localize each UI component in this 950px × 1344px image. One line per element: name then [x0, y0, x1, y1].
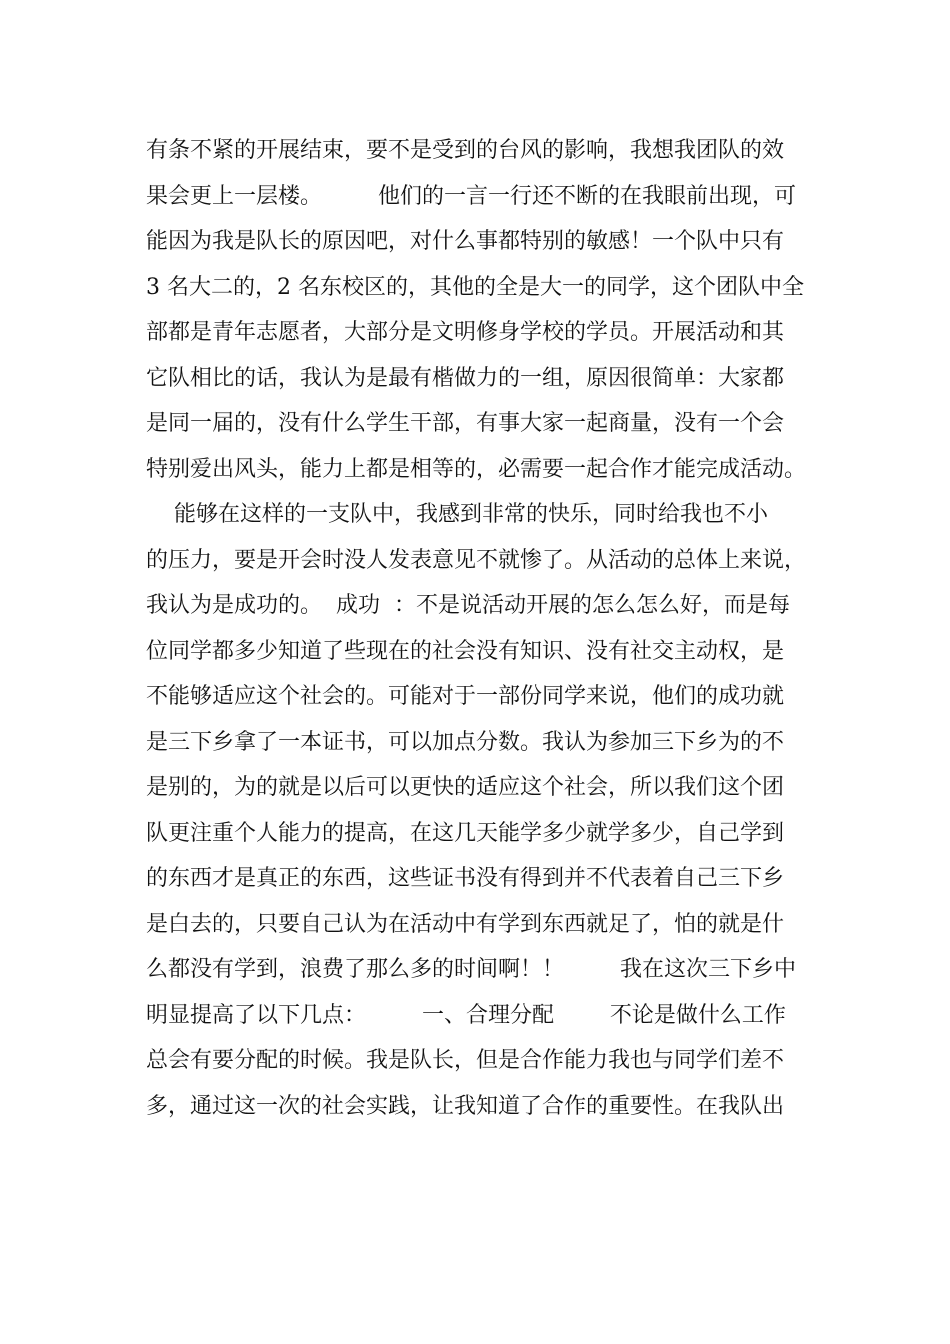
text-line: 3 名大二的，2 名东校区的，其他的全是大一的同学，这个团队中全 [146, 274, 804, 300]
text-line: 多，通过这一次的社会实践，让我知道了合作的重要性。在我队出 [146, 1093, 785, 1119]
text-line: 是别的，为的就是以后可以更快的适应这个社会，所以我们这个团 [146, 775, 785, 800]
text-line: 位同学都多少知道了些现在的社会没有知识、没有社交主动权，是 [146, 638, 785, 664]
text-line: 么都没有学到，浪费了那么多的时间啊！！ 我在这次三下乡中 [146, 957, 796, 982]
body-text [146, 128, 826, 1129]
text-line: 队更注重个人能力的提高，在这几天能学多少就学多少，自己学到 [146, 820, 785, 846]
text-line: 能因为我是队长的原因吧，对什么事都特别的敏感！一个队中只有 [146, 229, 785, 254]
text-line: 不能够适应这个社会的。可能对于一部份同学来说，他们的成功就 [146, 684, 785, 709]
text-line: 有条不紧的开展结束，要不是受到的台风的影响，我想我团队的效 [146, 138, 785, 163]
text-line: 部都是青年志愿者，大部分是文明修身学校的学员。开展活动和其 [146, 320, 785, 345]
text-line: 我认为是成功的。 成功 ：不是说活动开展的怎么怎么好，而是每 [146, 593, 790, 618]
text-line: 的压力，要是开会时没人发表意见不就惨了。从活动的总体上来说， [146, 547, 807, 573]
text-line: 能够在这样的一支队中，我感到非常的快乐，同时给我也不小 [146, 502, 768, 527]
text-line: 是三下乡拿了一本证书，可以加点分数。我认为参加三下乡为的不 [146, 729, 785, 755]
text-line: 的东西才是真正的东西，这些证书没有得到并不代表着自己三下乡 [146, 866, 785, 891]
text-line: 明显提高了以下几点： 一、合理分配 不论是做什么工作 [146, 1002, 786, 1028]
text-line: 是白去的，只要自己认为在活动中有学到东西就足了，怕的就是什 [146, 911, 785, 937]
text-line: 总会有要分配的时候。我是队长，但是合作能力我也与同学们差不 [146, 1048, 785, 1073]
text-line: 是同一届的，没有什么学生干部，有事大家一起商量，没有一个会 [146, 411, 785, 436]
text-line: 特别爱出风头，能力上都是相等的，必需要一起合作才能完成活动。 [146, 456, 807, 482]
text-line: 果会更上一层楼。 他们的一言一行还不断的在我眼前出现，可 [146, 183, 796, 209]
text-line: 它队相比的话，我认为是最有楷做力的一组，原因很简单：大家都 [146, 365, 785, 391]
